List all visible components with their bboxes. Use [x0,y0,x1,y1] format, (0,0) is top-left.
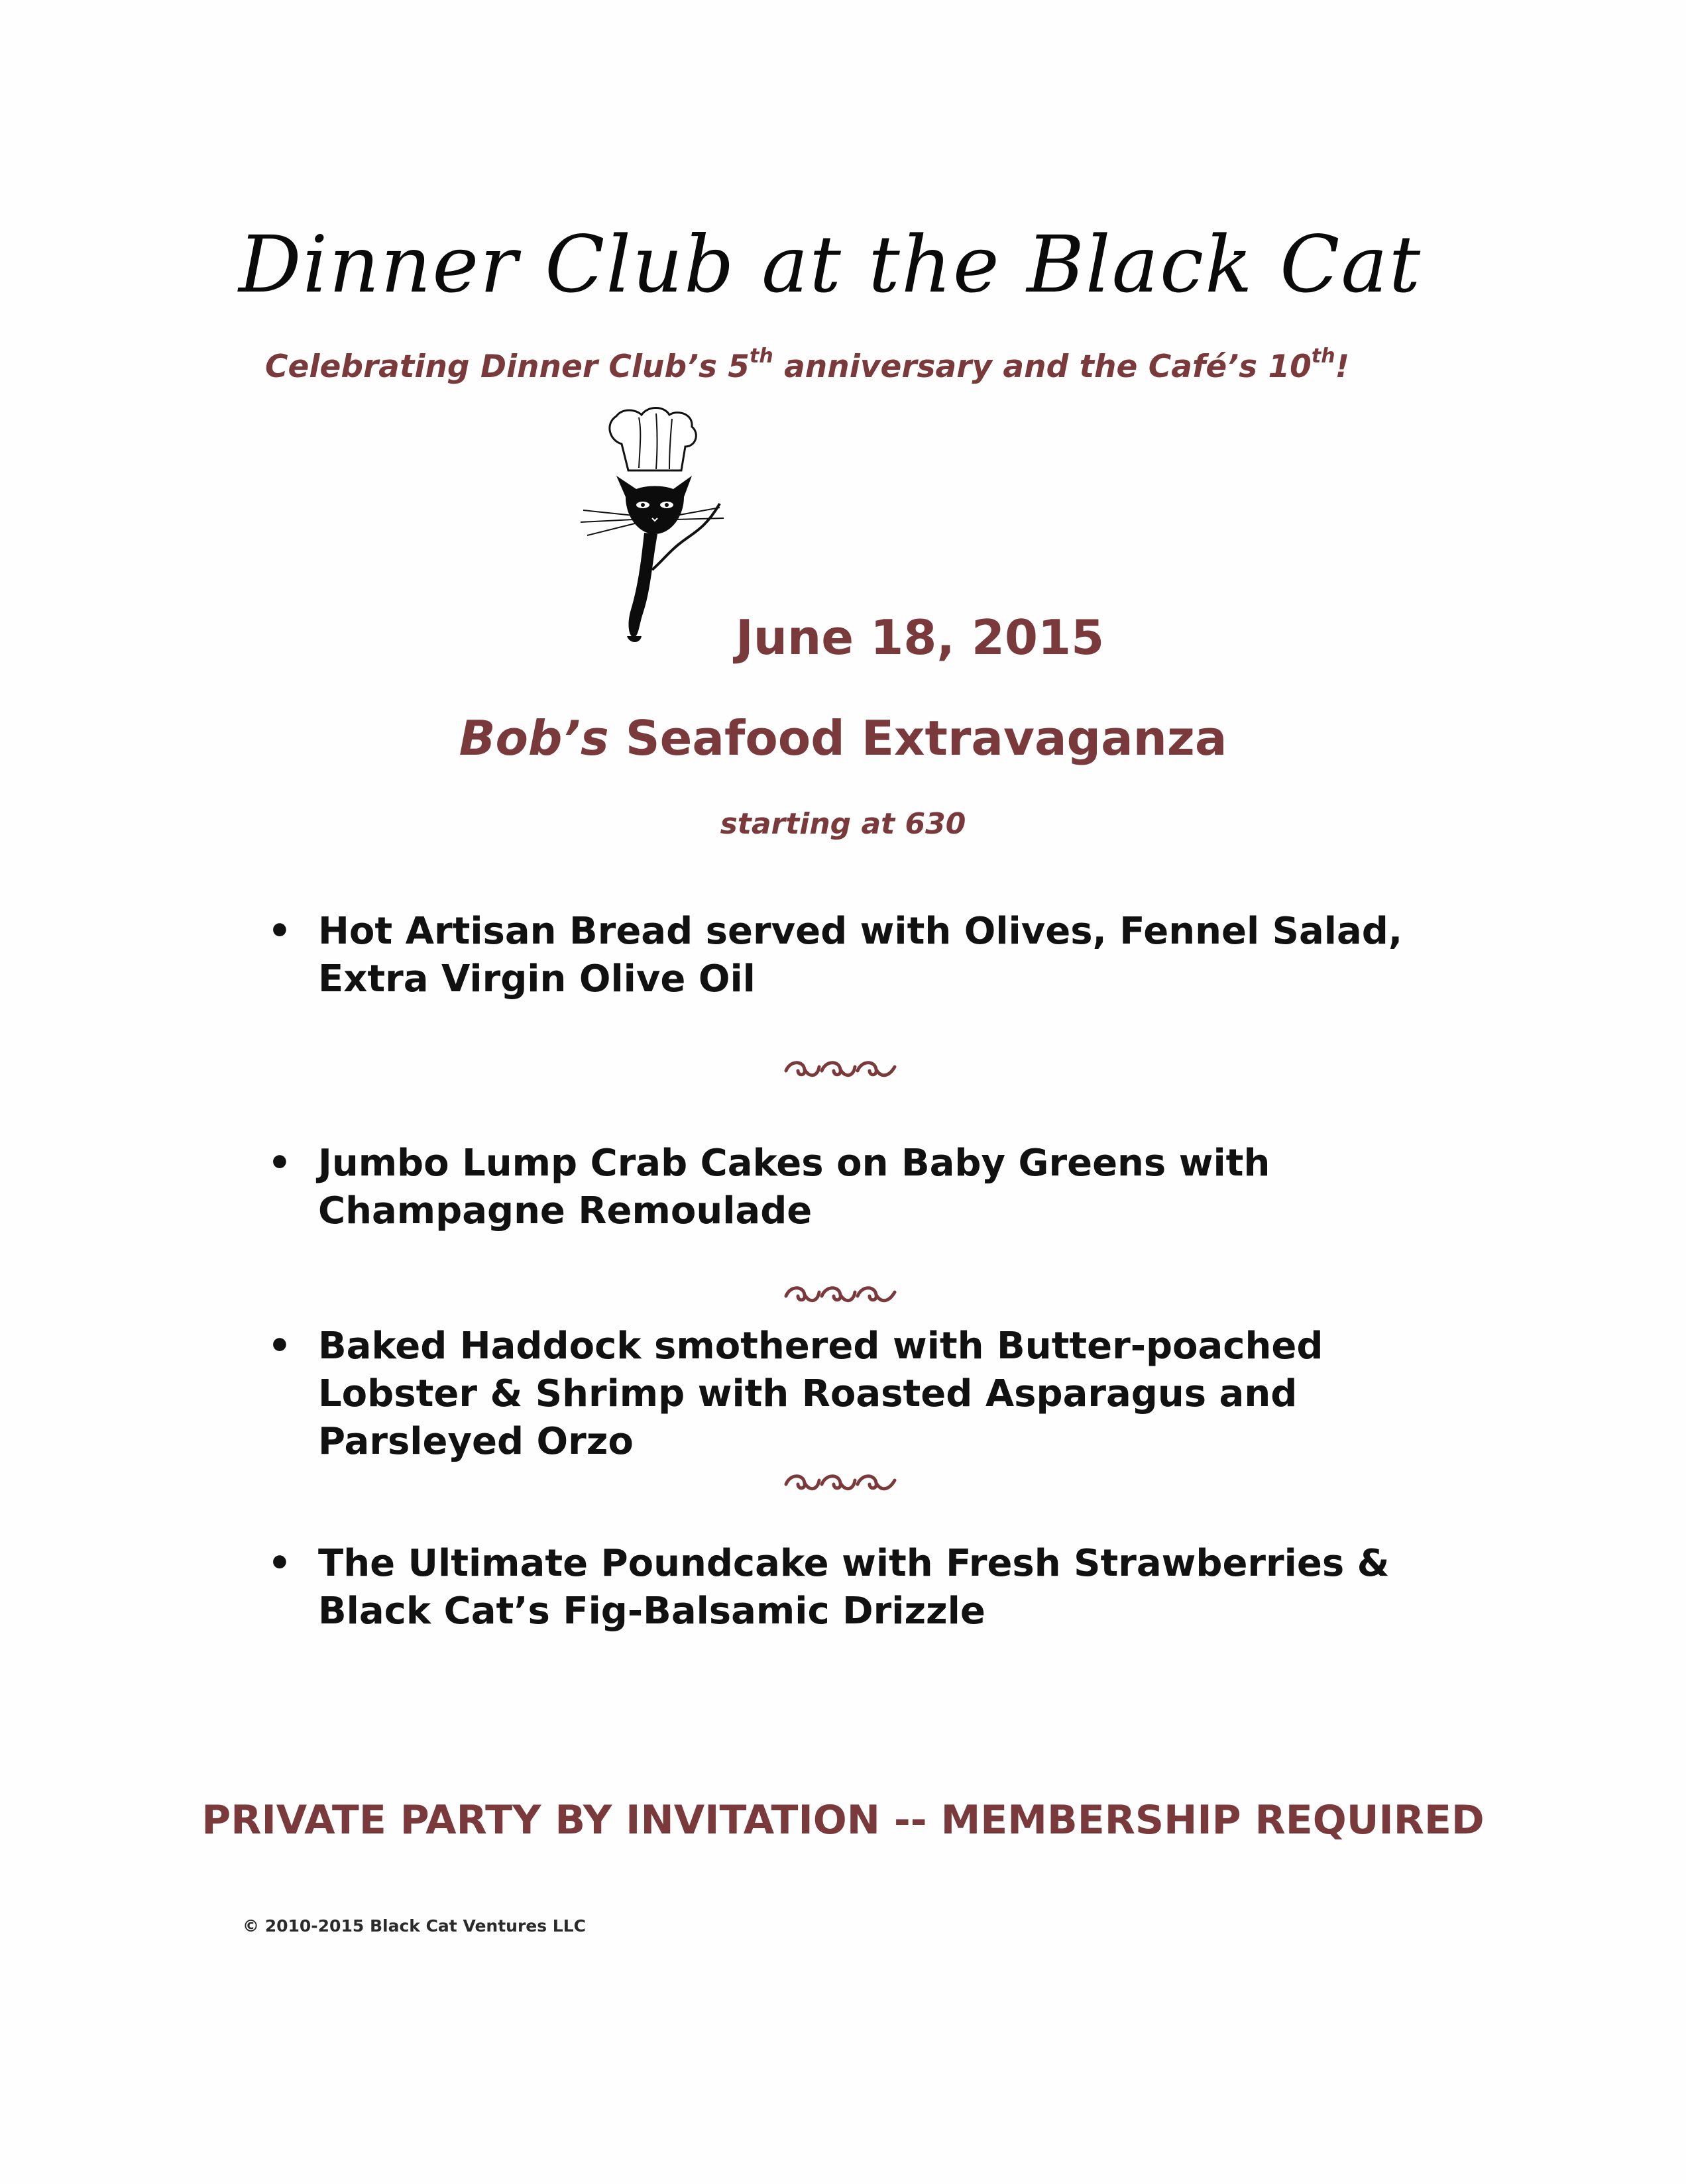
start-time: starting at 630 [720,807,966,841]
bullet: • [268,1325,292,1368]
private-party-notice: PRIVATE PARTY BY INVITATION -- MEMBERSHIP REQUIRED [201,1797,1485,1843]
black-cat-chef-icon [570,404,742,649]
event-name [0,710,1686,766]
event-date: June 18, 2015 [736,610,1105,665]
subtitle-sup-2: th [1311,345,1335,368]
course-item [268,1323,1461,1468]
course-text: Jumbo Lump Crab Cakes on Baby Greens with Champagne Remoulade [318,1142,1270,1232]
subtitle-text-3: ! [1335,349,1350,385]
scroll-flourish-icon [781,1056,900,1080]
copyright: © 2010-2015 Black Cat Ventures LLC [243,1916,587,1936]
subtitle [265,345,1458,385]
course-item [268,1540,1461,1639]
event-name-rest: Seafood Extravaganza [608,710,1227,766]
bullet: • [268,910,292,953]
subtitle-sup-1: th [750,345,773,368]
course-text: Hot Artisan Bread served with Olives, Fennel Salad, Extra Virgin Olive Oil [318,910,1403,1001]
course-text: The Ultimate Poundcake with Fresh Strawberries & Black Cat’s Fig-Balsamic Drizzle [318,1542,1390,1633]
course-item [268,1140,1461,1239]
course-item [268,908,1461,1007]
course-text: Baked Haddock smothered with Butter-poached Lobster & Shrimp with Roasted Asparagus and Parsleyed Orzo [318,1325,1323,1463]
bullet: • [268,1542,292,1585]
page-title: Dinner Club at the Black Cat [239,219,1422,310]
scroll-flourish-icon [781,1282,900,1305]
event-name-possessive: Bob’s [459,710,609,766]
bullet: • [268,1142,292,1185]
subtitle-text-2: anniversary and the Café’s 10 [773,349,1312,385]
subtitle-text-1: Celebrating Dinner Club’s 5 [265,349,750,385]
scroll-flourish-icon [781,1470,900,1494]
